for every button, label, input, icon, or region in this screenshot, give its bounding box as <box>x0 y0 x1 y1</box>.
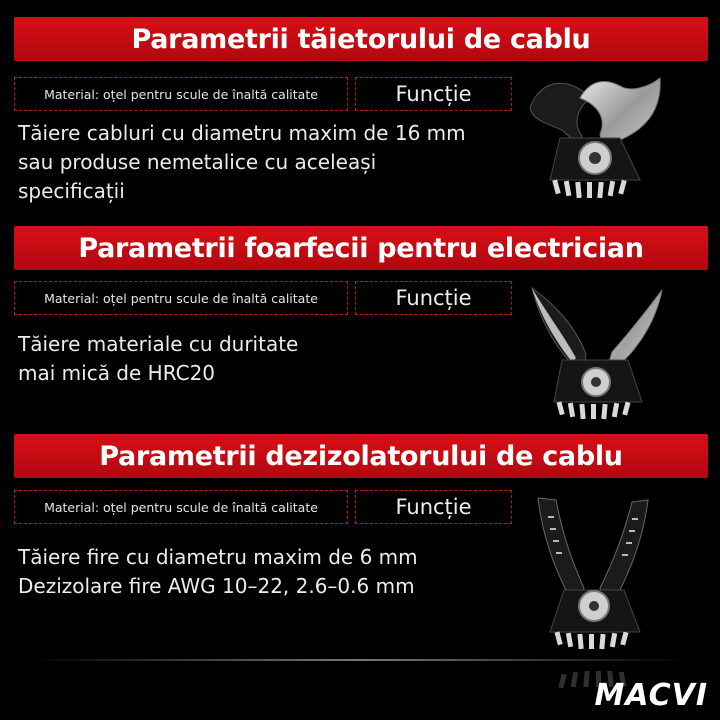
cable-cutter-blade-icon <box>520 68 670 208</box>
wire-stripper-blade-icon <box>528 492 660 652</box>
material-box <box>14 77 348 111</box>
section-title: Parametrii foarfecii pentru electrician <box>78 232 644 264</box>
section-title: Parametrii dezizolatorului de cablu <box>99 440 623 472</box>
description-line: Tăiere materiale cu duritate <box>18 332 299 356</box>
divider-line <box>30 659 690 661</box>
description-line: specificații <box>18 179 125 203</box>
function-box <box>355 490 512 524</box>
material-label: Material: oțel pentru scule de înaltă calitate <box>44 499 318 515</box>
function-label: Funcție <box>395 286 472 310</box>
section-banner <box>14 226 708 270</box>
description-line: Tăiere fire cu diametru maxim de 6 mm <box>18 545 418 569</box>
section-banner <box>14 17 708 61</box>
function-description <box>18 543 418 601</box>
description-line: Dezizolare fire AWG 10–22, 2.6–0.6 mm <box>18 574 415 598</box>
material-box <box>14 490 348 524</box>
description-line: sau produse nemetalice cu aceleași <box>18 150 377 174</box>
function-description <box>18 119 466 206</box>
description-line: mai mică de HRC20 <box>18 361 216 385</box>
function-label: Funcție <box>395 82 472 106</box>
function-box <box>355 77 512 111</box>
function-box <box>355 281 512 315</box>
section-title: Parametrii tăietorului de cablu <box>131 23 591 55</box>
description-line: Tăiere cabluri cu diametru maxim de 16 mm <box>18 121 466 145</box>
material-label: Material: oțel pentru scule de înaltă calitate <box>44 86 318 102</box>
brand-logo: MACVI <box>594 678 708 713</box>
function-description <box>18 330 298 388</box>
section-banner <box>14 434 708 478</box>
material-box <box>14 281 348 315</box>
function-label: Funcție <box>395 495 472 519</box>
material-label: Material: oțel pentru scule de înaltă calitate <box>44 290 318 306</box>
electrician-scissors-blade-icon <box>524 284 669 424</box>
